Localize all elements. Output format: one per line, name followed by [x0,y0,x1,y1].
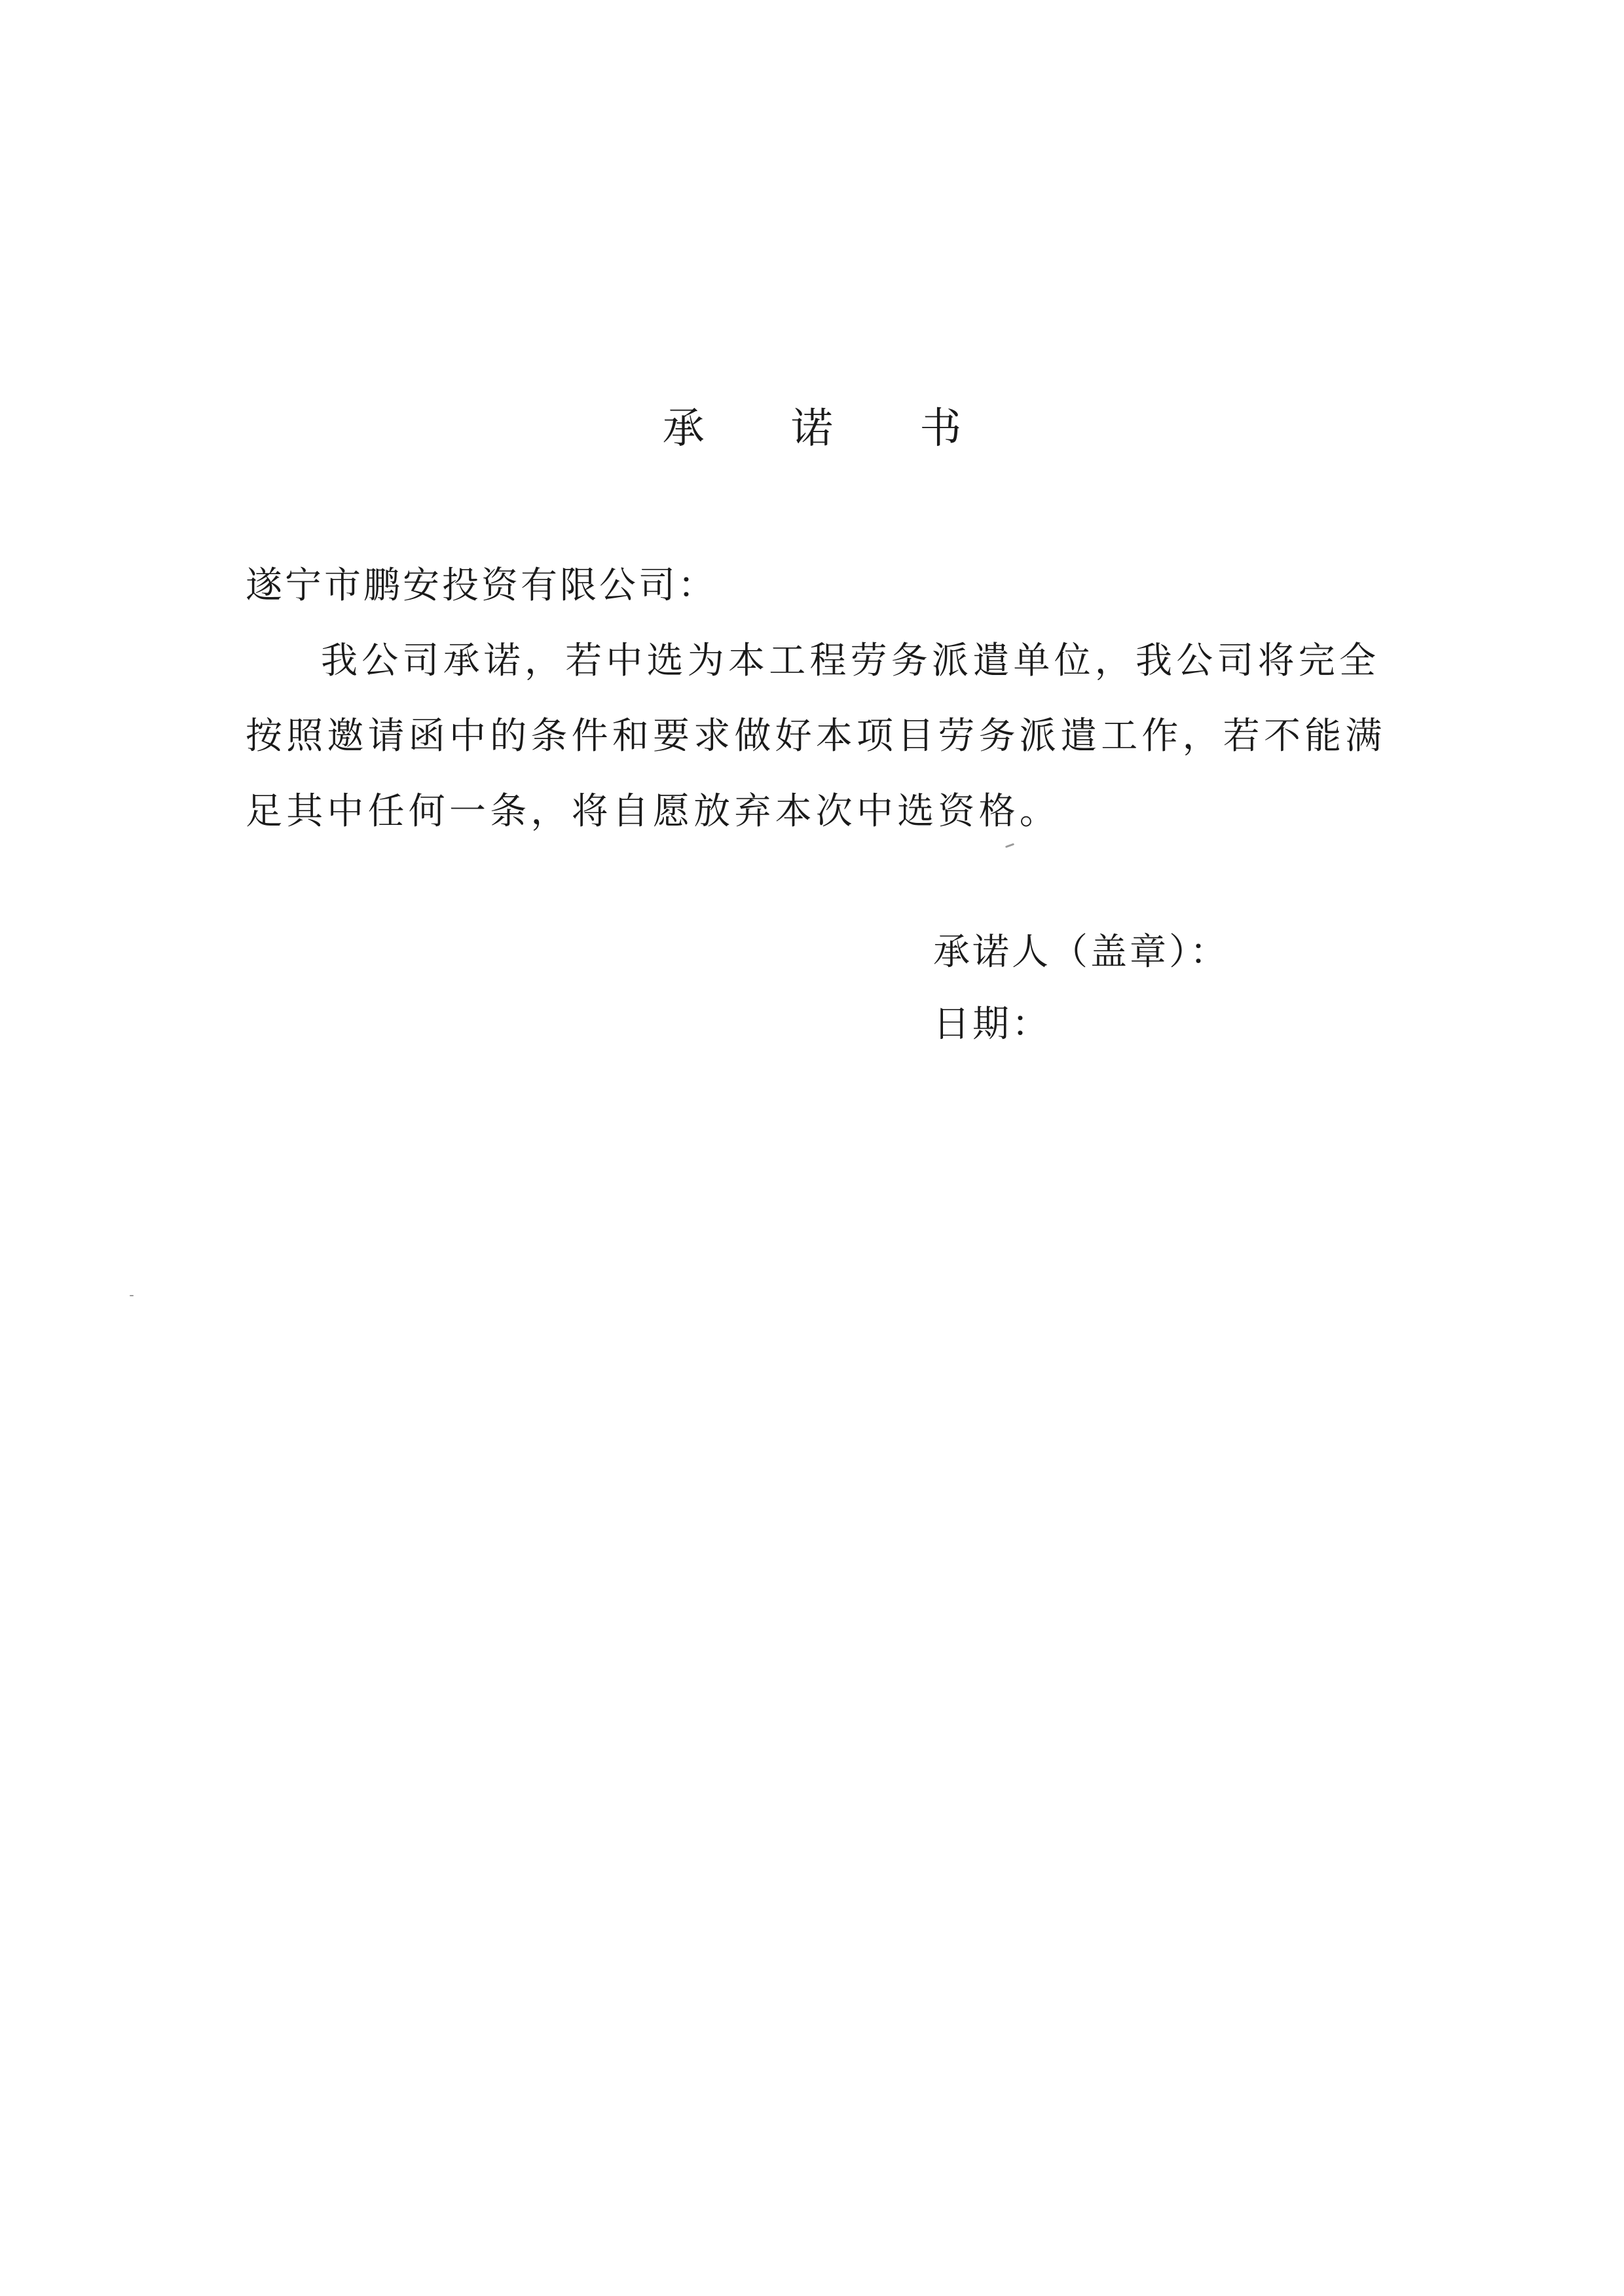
document-title: 承 诺 书 [662,405,999,453]
body-paragraph-line-3: 足其中任何一条，将自愿放弃本次中选资格。 [246,790,1060,833]
addressee: 遂宁市鹏安投资有限公司： [246,564,717,607]
date-label: 日期： [933,1003,1051,1046]
signature-label: 承诺人（盖章）： [933,931,1229,974]
body-paragraph-line-1: 我公司承诺，若中选为本工程劳务派遣单位，我公司将完全 [321,640,1380,682]
scan-speck [130,1295,134,1296]
body-paragraph-line-2: 按照邀请函中的条件和要求做好本项目劳务派遣工作，若不能满 [246,715,1386,757]
